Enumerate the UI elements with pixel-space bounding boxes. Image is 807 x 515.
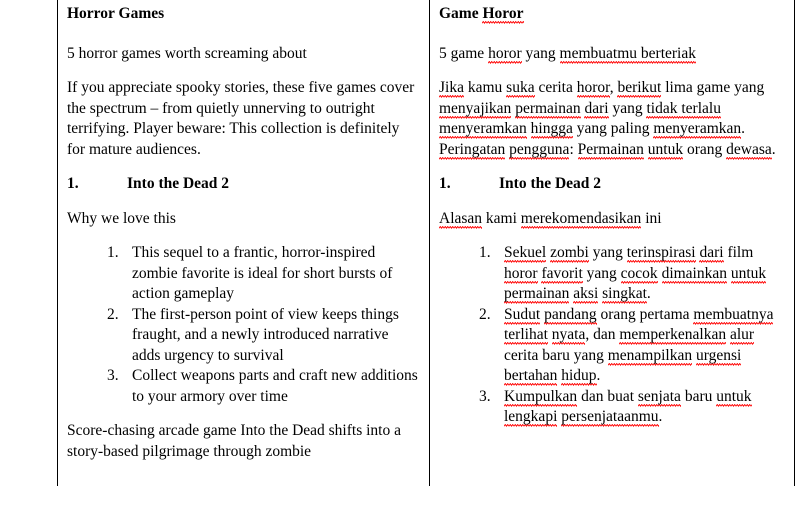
text-run: cerita baru yang [504,346,608,364]
text-run: lima game yang [661,79,765,96]
misspelled-word: lengkapi [504,408,558,425]
text-run: : [569,140,578,158]
text-run: kami [482,209,521,227]
misspelled-word: untuk [647,140,684,158]
target-heading [439,4,785,25]
misspelled-word: horor [576,79,610,96]
misspelled-word: zombi [550,244,589,261]
target-heading-plain: Game [439,5,483,22]
misspelled-word: menyeramkan [439,120,527,137]
text-run: 5 game [439,44,489,62]
misspelled-word: terinspirasi [626,244,696,261]
misspelled-word: dari [699,244,724,261]
source-why-label: Why we love this [67,209,176,227]
misspelled-word: permainan [504,285,570,302]
text-run: . [771,140,776,158]
text-run: film [723,244,754,261]
list-item [439,243,785,305]
source-item-number: 1. [67,175,79,192]
misspelled-word: Jika [439,79,464,96]
misspelled-word: persenjataanmu [561,408,659,425]
text-run: yang [521,44,560,62]
text-run: . [596,367,601,384]
misspelled-word: hingga [530,120,573,137]
misspelled-word: untuk [716,387,752,405]
source-language-cell[interactable] [58,0,430,486]
target-item-number: 1. [439,175,451,192]
source-intro-paragraph: If you appreciate spooky stories, these five games cover the spectrum – from quietly unnerving to outright terrifying. Player beware: This collection is definitely for mature audiences. [67,79,415,158]
source-closing-paragraph: Score-chasing arcade game Into the Dead shifts into a story-based pilgrimage through zombie [67,422,401,460]
text-run: . [741,120,746,137]
misspelled-word: membuatmu berteriak [559,44,696,62]
misspelled-word: menampilkan [607,346,693,364]
text-run: orang pertama [596,305,694,323]
target-language-cell[interactable] [430,0,795,486]
misspelled-word: tidak terlalu [646,99,721,117]
misspelled-word: Kumpulkan [504,387,578,405]
misspelled-word: Peringatan [439,140,506,158]
misspelled-word: dimainkan [661,264,727,282]
misspelled-word: menyeramkan [653,120,742,137]
misspelled-word: untuk [730,264,767,282]
misspelled-word: bertahan [504,367,558,384]
source-heading: Horror Games [67,5,165,22]
misspelled-word: cocok [620,264,658,282]
source-item-title: Into the Dead 2 [127,175,230,192]
table-row [58,0,795,486]
misspelled-word: alur [729,326,755,343]
text-run: ini [641,209,662,227]
list-item [439,387,785,428]
target-heading-misspelled-word: Horor [482,5,524,22]
target-subtitle [439,44,785,65]
target-intro-paragraph [439,78,785,160]
source-item-heading [67,174,420,195]
source-bullet-list [67,243,420,407]
text-run: cerita [534,79,577,96]
misspelled-word: membuatnya [693,305,774,323]
target-item-title: Into the Dead 2 [499,175,602,192]
text-run: kamu [463,79,507,96]
target-bullet-list [439,243,785,428]
text-run: . [658,408,663,425]
misspelled-word: Sekuel [504,244,547,261]
text-run: orang [683,140,727,158]
misspelled-word: horor [504,264,538,282]
target-item-heading [439,174,785,195]
misspelled-word: suka [506,79,535,96]
misspelled-word: urgensi [695,346,742,364]
misspelled-word: singkat [602,285,647,302]
text-run: baru [680,387,717,405]
target-why-label [439,209,785,230]
text-run: yang [588,244,627,261]
misspelled-word: menyajikan [439,99,512,117]
misspelled-word: horor [488,44,522,62]
misspelled-word: favorit [541,264,583,282]
misspelled-word: terlihat [504,326,548,343]
misspelled-word: nyata [551,326,586,343]
misspelled-word: pandang [544,305,597,323]
misspelled-word: Alasan [439,209,483,227]
translation-comparison-table [57,0,795,486]
text-run: yang [582,264,621,282]
text-run [658,265,662,282]
list-item: Collect weapons parts and craft new additions to your armory over time [132,367,418,405]
text-run: dan buat [577,387,638,405]
misspelled-word: dari [584,99,609,117]
text-run: . [646,285,651,302]
text-run: , [609,79,618,96]
text-run: , dan [585,326,620,343]
misspelled-word: aksi [573,285,599,302]
source-subtitle: 5 horror games worth screaming about [67,44,307,62]
text-run: yang [608,99,647,117]
misspelled-word: hidup [561,367,597,384]
misspelled-word: berikut [617,79,662,96]
list-item: This sequel to a frantic, horror-inspired zombie favorite is ideal for short bursts of action gameplay [132,244,393,302]
list-item [439,305,785,387]
misspelled-word: pengguna [509,140,570,158]
misspelled-word: permainan [515,99,581,117]
misspelled-word: Sudut [504,305,541,323]
text-run: yang paling [572,120,654,137]
misspelled-word: Permainan [577,140,644,158]
misspelled-word: dewasa [726,140,772,158]
misspelled-word: memperkenalkan [619,326,727,343]
misspelled-word: senjata [637,387,681,405]
list-item: The first-person point of view keeps things fraught, and a newly introduced narrative adds urgency to survival [132,305,399,364]
misspelled-word: merekomendasikan [520,209,642,227]
